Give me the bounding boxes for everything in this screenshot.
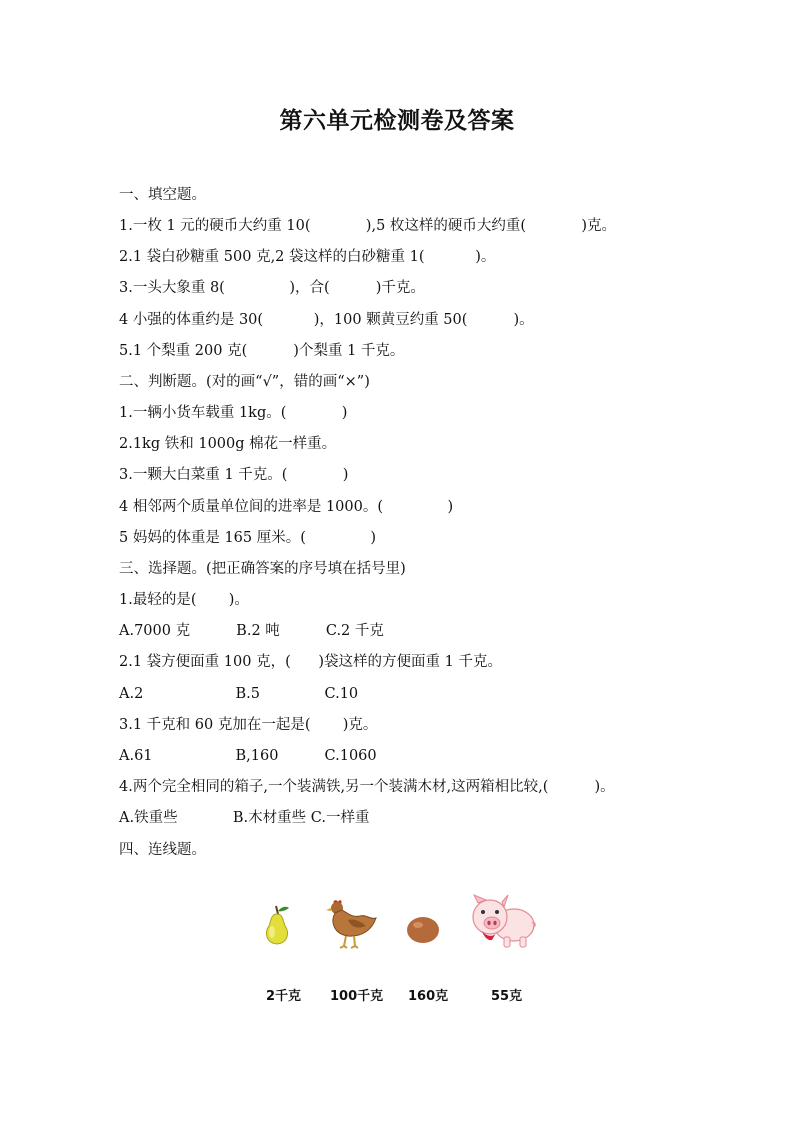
question-3-2-options: A.2 B.5 C.10: [119, 686, 359, 702]
question-3-2: 2.1 袋方便面重 100 克，( )袋这样的方便面重 1 千克。: [119, 654, 502, 670]
question-1-2: 2.1 袋白砂糖重 500 克,2 袋这样的白砂糖重 1( )。: [119, 249, 496, 265]
page-title: 第六单元检测卷及答案: [279, 108, 515, 134]
question-2-2: 2.1kg 铁和 1000g 棉花一样重。: [119, 436, 337, 452]
question-2-4: 4 相邻两个质量单位间的进率是 1000。( ): [119, 499, 454, 515]
question-1-3: 3.一头大象重 8( )，合( )千克。: [119, 280, 425, 296]
question-1-4: 4 小强的体重约是 30( )，100 颗黄豆约重 50( )。: [119, 312, 534, 328]
question-2-3: 3.一颗大白菜重 1 千克。( ): [119, 467, 349, 483]
pig-icon: [468, 893, 538, 951]
question-1-5: 5.1 个梨重 200 克( )个梨重 1 千克。: [119, 343, 405, 359]
weight-label-2kg: 2千克: [266, 989, 302, 1004]
weight-label-100kg: 100千克: [330, 989, 384, 1004]
pear-icon: [258, 902, 298, 946]
section-2-heading: 二、判断题。(对的画“√”，错的画“×”): [119, 374, 370, 390]
question-1-1: 1.一枚 1 元的硬币大约重 10( ),5 枚这样的硬币大约重( )克。: [119, 218, 617, 234]
section-3-heading: 三、选择题。(把正确答案的序号填在括号里): [119, 561, 406, 577]
question-3-3: 3.1 千克和 60 克加在一起是( )克。: [119, 717, 378, 733]
question-2-5: 5 妈妈的体重是 165 厘米。( ): [119, 530, 377, 546]
weight-label-55g: 55克: [491, 989, 523, 1004]
question-3-3-options: A.61 B,160 C.1060: [119, 748, 377, 764]
weight-label-160g: 160克: [408, 989, 449, 1004]
section-4-heading: 四、连线题。: [119, 842, 206, 858]
question-3-4-options: A.铁重些 B.木材重些 C.一样重: [119, 810, 370, 826]
chicken-icon: [322, 898, 380, 950]
question-3-1: 1.最轻的是( )。: [119, 592, 249, 608]
section-1-heading: 一、填空题。: [119, 187, 206, 203]
question-2-1: 1.一辆小货车载重 1kg。( ): [119, 405, 348, 421]
question-3-4: 4.两个完全相同的箱子,一个装满铁,另一个装满木材,这两箱相比较,( )。: [119, 779, 615, 795]
egg-icon: [405, 914, 441, 944]
question-3-1-options: A.7000 克 B.2 吨 C.2 千克: [119, 623, 384, 639]
